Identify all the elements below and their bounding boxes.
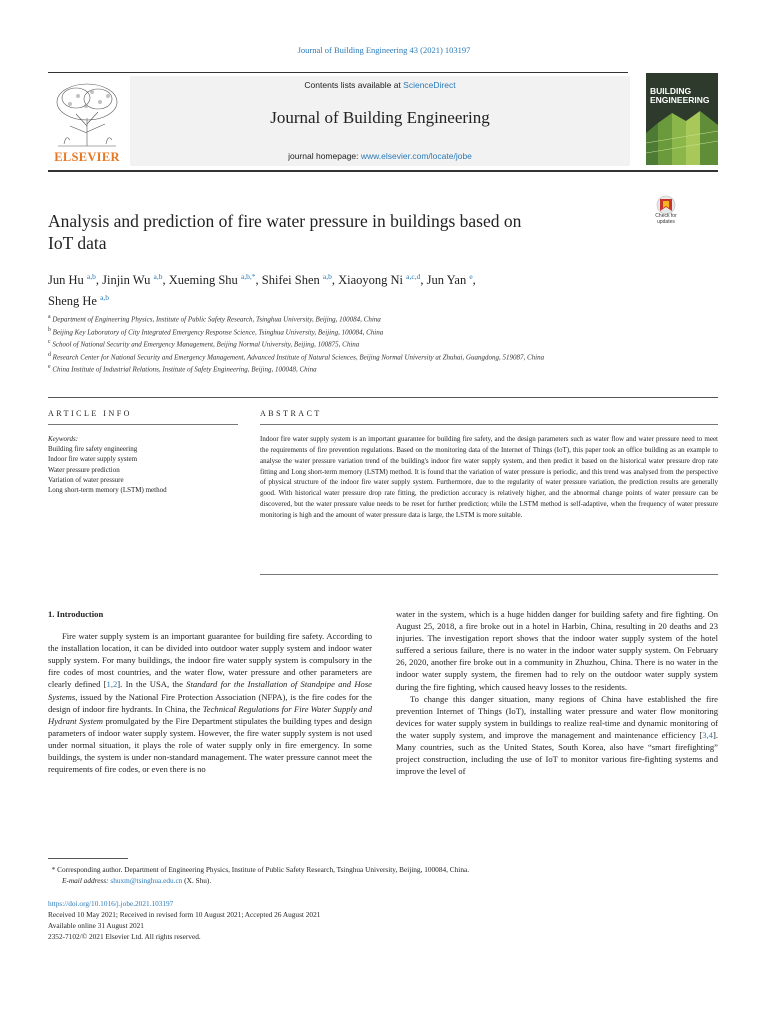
author-affiliation-ref[interactable]: a,b,* <box>240 272 256 281</box>
copyright: 2352-7102/© 2021 Elsevier Ltd. All rights reserved. <box>48 932 201 941</box>
author-affiliation-ref[interactable]: a,b <box>153 272 163 281</box>
body-left-column <box>48 608 372 775</box>
affiliation-marker: c <box>48 339 51 346</box>
abstract-text: Indoor fire water supply system is an important guarantee for building fire safety, and the design parameters such as water flow and water pressure need to meet the requirements of fire prevention regulations. Based on the monitoring data of the Internet of Things (IoT), this paper took an office building as an example to analyse the water pressure variation trend of the building's indoor fire water supply system, and then predict it based on the historical water pressure drop rate fitting and Long short-term memory (LSTM) method. It is found that the variation of water pressure is periodic, and this trend was analysed from the perspective of physical structure of the indoor fire water supply system. Furthermore, due to the regularity of water pressure variation, the prediction results are generally good. With historical water pressure drop rate fitting, the prediction accuracy is relatively higher, and the abnormal change points of water pressure can be discovered, but the water pressure value needs to be reset for further prediction; while the LSTM method is self-adaptive, when the frequency of water pressure monitoring is high and the amount of water pressure data is large, the LSTM is more suitable. <box>260 435 718 519</box>
affiliation-item <box>48 337 688 350</box>
doi-link[interactable]: https://doi.org/10.1016/j.jobe.2021.103197 <box>48 899 174 908</box>
footnote-text: Corresponding author. Department of Engineering Physics, Institute of Public Safety Research, Tsinghua University, Beijing, 100084, China. <box>57 865 470 874</box>
affiliation-item <box>48 350 688 363</box>
section-divider <box>48 397 718 398</box>
body-text: Fire water supply system is an important guarantee for building fire safety. According to the installation location, it can be divided into outdoor water supply system and indoor water supply system. For many buildings, the indoor fire water supply system is compulsory in the fire codes of most countries, and the water flow, water pressure and other parameters are clearly defined [ <box>48 631 372 690</box>
abstract-rule <box>260 424 718 425</box>
body-text: ]. In the USA, the <box>117 679 187 690</box>
affiliation-item <box>48 312 688 325</box>
title-line2: IoT data <box>48 233 107 253</box>
contents-lists <box>130 80 630 90</box>
affiliation-text: School of National Security and Emergency Management, Beijing Normal University, Beijing, 100875, China <box>52 340 360 349</box>
author-affiliation-ref[interactable]: a,c,d <box>406 272 421 281</box>
affiliations <box>48 312 688 375</box>
regulation-title: Technical Regulations for Fire Water Supply and Hydrant System <box>48 703 372 726</box>
check-updates-line2: updates <box>657 218 675 225</box>
affiliation-text: Department of Engineering Physics, Institute of Public Safety Research, Tsinghua University, Beijing, 100084, China <box>52 315 381 324</box>
author-name[interactable]: Xueming Shu <box>168 273 238 288</box>
keyword-item: Long short-term memory (LSTM) method <box>48 486 167 495</box>
affiliation-text: Research Center for National Security and Emergency Management, Advanced Institute of Natural Sciences, Beijing Normal University at Zhuhai, Guangdong, 519087, China <box>52 352 545 361</box>
author-name[interactable]: Jun Yan <box>426 273 467 288</box>
keyword-item: Indoor fire water supply system <box>48 455 138 464</box>
article-title <box>48 210 608 254</box>
homepage-link[interactable]: www.elsevier.com/locate/jobe <box>360 151 472 161</box>
keyword-item: Water pressure prediction <box>48 465 120 474</box>
author-list: Jun Hu $^{a,b}$, Jinjin Wu $^{a,b}$, Xueming Shu $^{a,b,*}$, Shifei Shen $^{a,b}$, Xiaoyong Ni $^{a,c,d}$, Jun Yan $^e$, Sheng He $^{a,b}$ <box>48 272 476 309</box>
affiliation-text: Beijing Key Laboratory of City Integrated Emergency Response Science, Tsinghua University, Beijing, 100084, China <box>52 327 384 336</box>
available-online: Available online 31 August 2021 <box>48 921 144 930</box>
abstract-bottom-rule <box>260 574 718 575</box>
received-dates: Received 10 May 2021; Received in revised form 10 August 2021; Accepted 26 August 2021 <box>48 910 321 919</box>
affiliation-marker: b <box>48 326 51 333</box>
affiliation-item <box>48 325 688 338</box>
check-updates-label <box>646 214 686 225</box>
article-metadata <box>48 898 718 942</box>
article-info-rule <box>48 424 238 425</box>
citation-link[interactable]: 1,2 <box>106 679 118 690</box>
keyword-item: Building fire safety engineering <box>48 445 138 454</box>
header-bottom-rule <box>48 170 718 172</box>
cover-title-line1: BUILDING <box>650 86 692 96</box>
affiliation-marker: a <box>48 314 51 320</box>
body-text: ]. Many countries, such as the United States, South Korea, also have “smart firefighting” project construction, including the use of IoT to monitor various fire-fighting systems and improve the level of <box>396 729 718 777</box>
author-name[interactable]: Sheng He <box>48 294 97 309</box>
body-right-column <box>396 608 718 777</box>
journal-cover[interactable] <box>646 73 718 165</box>
standard-title: Standard for the Installation of Standpipe and Hose Systems <box>48 679 372 702</box>
footnote-email <box>48 875 718 886</box>
email-suffix: (X. Shu). <box>182 876 212 885</box>
article-info-heading: ARTICLE INFO <box>48 409 132 418</box>
corresponding-author-footnote <box>48 864 718 886</box>
journal-homepage <box>130 151 630 161</box>
publisher-name[interactable]: ELSEVIER <box>54 150 120 164</box>
author-affiliation-ref[interactable]: e <box>469 272 473 281</box>
journal-citation[interactable]: Journal of Building Engineering 43 (2021) 103197 <box>297 45 471 55</box>
email-link[interactable]: shuxm@tsinghua.edu.cn <box>110 876 183 885</box>
body-text: promulgated by the Fire Department stipulates the building types and design parameters of indoor water supply system. However, the fire water supply system is not used under normal situation, it plays the role of water supply only in fire emergency. In some buildings, the system is under non-standard management. The water pressure cannot meet the requirements of fire codes, or even there is no <box>48 715 372 775</box>
affiliation-marker: e <box>48 364 51 371</box>
body-text: To change this danger situation, many regions of China have established the fire prevention Internet of Things (IoT), installing water pressure and water flow monitoring devices for water supply system in buildings to realize real-time and dynamic monitoring of the water supply system, and improve the management and maintenance efficiency [ <box>396 693 718 740</box>
homepage-prefix: journal homepage: <box>288 151 361 161</box>
affiliation-item <box>48 362 688 375</box>
footnote-corresponding: * Corresponding author. Department of Engineering Physics, Institute of Public Safety Research, Tsinghua University, Beijing, 100084, China. <box>48 865 470 874</box>
author-name[interactable]: Jinjin Wu <box>102 273 151 288</box>
check-for-updates-button[interactable] <box>646 194 686 230</box>
body-text: , issued by the National Fire Protection Association (NFPA), is the fire codes for the design of indoor fire hydrants. In China, the <box>48 691 372 714</box>
header-top-rule <box>48 72 628 73</box>
body-paragraph <box>48 630 372 775</box>
contents-prefix: Contents lists available at <box>304 80 404 90</box>
footnote-rule <box>48 858 128 859</box>
journal-name: Journal of Building Engineering <box>270 108 490 127</box>
sciencedirect-link[interactable]: ScienceDirect <box>403 80 456 90</box>
author-name[interactable]: Xiaoyong Ni <box>338 273 404 288</box>
keyword-item: Variation of water pressure <box>48 475 124 484</box>
keywords-list <box>48 434 248 495</box>
affiliation-text: China Institute of Industrial Relations, Institute of Safety Engineering, Beijing, 100048, China <box>52 365 317 374</box>
cover-title <box>650 87 716 105</box>
affiliation-marker: d <box>48 351 51 358</box>
body-paragraph <box>396 693 718 778</box>
author-affiliation-ref[interactable]: a,b <box>100 293 110 303</box>
author-name[interactable]: Shifei Shen <box>261 273 320 288</box>
author-name[interactable]: Jun Hu <box>48 273 84 288</box>
check-updates-line1: Check for <box>655 213 677 219</box>
citation-link[interactable]: 3,4 <box>702 729 713 740</box>
email-label: E-mail address: <box>62 876 111 885</box>
body-paragraph: water in the system, which is a huge hidden danger for building safety and fire fighting. On August 25, 2018, a fire broke out in a hotel in Harbin, China, resulting in 20 deaths and 23 injuries. The investigation report shows that the indoor water supply system of the hotel suffered a serious failure, there is no water in the indoor water supply system. On February 26, 2020, another fire broke out in a community in Zhuzhou, China. There is no water in the indoor water supply system, the firemen had to rely on the outdoor water supply system during the fire fighting, which caused heavy losses to the residents. <box>396 609 718 692</box>
section-heading-introduction: 1. Introduction <box>48 609 104 619</box>
author-affiliation-ref[interactable]: a,b <box>86 272 96 281</box>
cover-title-line2: ENGINEERING <box>650 95 710 105</box>
abstract-heading: ABSTRACT <box>260 409 322 418</box>
author-affiliation-ref[interactable]: a,b <box>322 272 332 281</box>
title-line1: Analysis and prediction of fire water pressure in buildings based on <box>48 211 522 231</box>
keywords-label: Keywords: <box>48 435 79 443</box>
